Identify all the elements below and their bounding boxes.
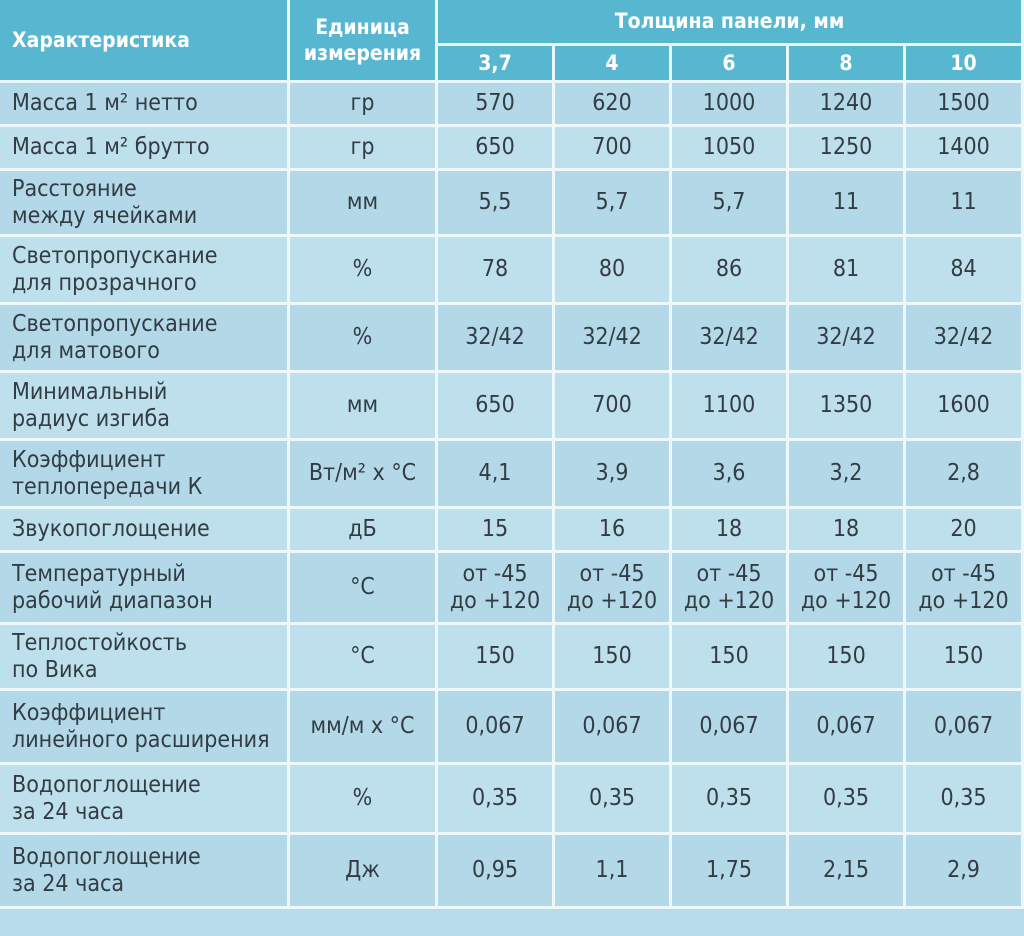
row-value-text: до +120 — [566, 587, 658, 614]
row-value — [672, 509, 789, 553]
row-label — [0, 553, 290, 625]
row-label-text: Коэффициент — [12, 700, 166, 727]
row-value-text: 1,75 — [705, 857, 753, 884]
row-label-text: Минимальный — [12, 379, 168, 406]
row-label-text: Водопоглощение — [12, 772, 201, 799]
row-unit: % — [290, 305, 438, 373]
row-value-text: 5,7 — [712, 189, 746, 216]
row-value-text: 1350 — [819, 392, 873, 419]
header-unit-line2: измерения — [303, 41, 422, 65]
header-unit-line1: Единица — [315, 14, 410, 39]
row-value-text: 0,067 — [933, 713, 994, 740]
row-label — [0, 373, 290, 441]
row-value-text: 16 — [598, 516, 626, 543]
row-value — [438, 765, 555, 835]
row-label-text: для прозрачного — [12, 269, 197, 296]
row-value-text: 150 — [475, 643, 515, 670]
row-value-text: до +120 — [800, 587, 892, 614]
row-label-text: для матового — [12, 337, 160, 364]
row-value — [906, 553, 1024, 625]
row-value — [789, 441, 906, 509]
row-value — [555, 441, 672, 509]
row-value — [906, 305, 1024, 373]
row-value-text: 700 — [592, 392, 632, 419]
row-value — [555, 625, 672, 691]
row-unit: мм — [290, 171, 438, 237]
row-value-text: 3,6 — [712, 460, 746, 487]
row-value — [672, 553, 789, 625]
row-value-text: 5,5 — [478, 189, 512, 216]
row-value-text: 15 — [481, 516, 509, 543]
table-row — [0, 553, 1024, 625]
row-value-text: 11 — [832, 189, 860, 216]
row-value — [438, 441, 555, 509]
row-value — [789, 237, 906, 305]
row-value-text: 32/42 — [465, 324, 525, 351]
row-value-text: 1600 — [937, 392, 990, 419]
row-value-text: 0,067 — [582, 713, 642, 740]
table-body — [0, 83, 1024, 909]
row-label-text: теплопередачи К — [12, 473, 203, 500]
table-row — [0, 765, 1024, 835]
header-unit — [290, 0, 438, 83]
row-label-text: линейного расширения — [12, 726, 270, 753]
row-value-text: до +120 — [449, 587, 541, 614]
row-value — [672, 305, 789, 373]
row-value-text: 11 — [950, 189, 977, 216]
table-row — [0, 373, 1024, 441]
row-label — [0, 625, 290, 691]
row-value-text: 86 — [715, 256, 743, 283]
row-value-text: 1050 — [702, 134, 756, 161]
row-value-text: 0,067 — [816, 713, 876, 740]
row-label-text: Масса 1 м² брутто — [12, 134, 210, 161]
row-value-text: 81 — [832, 256, 860, 283]
row-value-text: 0,067 — [699, 713, 759, 740]
row-label-text: Расстояние — [12, 176, 137, 203]
row-value — [672, 127, 789, 171]
row-value — [789, 127, 906, 171]
row-value — [789, 835, 906, 909]
row-value — [438, 305, 555, 373]
row-unit: гр — [290, 127, 438, 171]
row-value — [438, 509, 555, 553]
row-label-text: радиус изгиба — [12, 405, 170, 432]
row-label — [0, 765, 290, 835]
row-value-text: 1,1 — [595, 857, 629, 884]
row-value-text: 18 — [832, 516, 860, 543]
header-characteristic: Характеристика — [0, 0, 290, 83]
row-value — [906, 441, 1024, 509]
row-label-text: между ячейками — [12, 202, 198, 229]
table-row — [0, 691, 1024, 765]
row-value — [555, 691, 672, 765]
row-value — [555, 305, 672, 373]
row-value — [672, 171, 789, 237]
row-value-text: 80 — [598, 256, 626, 283]
row-value — [906, 691, 1024, 765]
row-value-text: 0,35 — [705, 785, 753, 812]
row-value — [555, 835, 672, 909]
row-value — [555, 171, 672, 237]
row-value — [906, 509, 1024, 553]
row-label-text: Теплостойкость — [12, 630, 188, 657]
row-value — [672, 237, 789, 305]
row-value — [555, 127, 672, 171]
row-value-text: 0,067 — [465, 713, 525, 740]
row-value — [789, 305, 906, 373]
row-value-text: 5,7 — [595, 189, 629, 216]
row-value-text: 0,35 — [940, 785, 987, 812]
row-value — [789, 553, 906, 625]
row-value — [906, 127, 1024, 171]
row-unit: °С — [290, 625, 438, 691]
row-value — [789, 171, 906, 237]
row-value-text: 0,95 — [471, 857, 519, 884]
row-value — [438, 237, 555, 305]
table-row — [0, 237, 1024, 305]
row-value-text: 2,9 — [947, 857, 980, 884]
row-label — [0, 305, 290, 373]
row-value-text: 1240 — [819, 90, 873, 117]
row-value-text: 32/42 — [582, 324, 642, 351]
row-label — [0, 83, 290, 127]
row-label — [0, 835, 290, 909]
row-value — [672, 625, 789, 691]
row-value — [789, 373, 906, 441]
header-size: 6 — [672, 46, 789, 83]
row-value — [555, 765, 672, 835]
row-value — [789, 625, 906, 691]
row-value — [906, 835, 1024, 909]
row-unit: °С — [290, 553, 438, 625]
row-value-text: от -45 — [462, 561, 528, 588]
row-value — [789, 509, 906, 553]
row-value — [438, 373, 555, 441]
row-value-text: 150 — [709, 643, 749, 670]
row-value-text: до +120 — [683, 587, 775, 614]
row-value — [438, 553, 555, 625]
row-unit: % — [290, 237, 438, 305]
row-value — [438, 83, 555, 127]
row-value-text: 1000 — [702, 90, 756, 117]
row-value — [789, 83, 906, 127]
row-label — [0, 691, 290, 765]
table-row — [0, 441, 1024, 509]
row-value — [555, 553, 672, 625]
row-label-text: рабочий диапазон — [12, 587, 213, 614]
header-thickness: Толщина панели, мм — [438, 0, 1024, 46]
row-value — [438, 691, 555, 765]
row-unit: % — [290, 765, 438, 835]
row-unit: мм — [290, 373, 438, 441]
row-value — [672, 765, 789, 835]
row-value-text: 700 — [592, 134, 632, 161]
row-value — [906, 237, 1024, 305]
row-value — [555, 237, 672, 305]
row-value-text: до +120 — [918, 587, 1009, 614]
row-value-text: 0,35 — [471, 785, 519, 812]
table-row — [0, 305, 1024, 373]
row-label — [0, 127, 290, 171]
row-value — [906, 373, 1024, 441]
table-row — [0, 835, 1024, 909]
row-value-text: 150 — [826, 643, 866, 670]
row-value — [789, 765, 906, 835]
row-label — [0, 171, 290, 237]
row-value-text: 1400 — [937, 134, 990, 161]
row-label-text: Светопропускание — [12, 311, 218, 338]
row-label-text: Температурный — [12, 561, 186, 588]
row-unit: мм/м х °С — [290, 691, 438, 765]
row-label-text: Светопропускание — [12, 243, 218, 270]
table-row — [0, 83, 1024, 127]
row-value-text: 2,8 — [947, 460, 980, 487]
header-size: 4 — [555, 46, 672, 83]
row-value — [906, 765, 1024, 835]
row-value — [555, 509, 672, 553]
row-value-text: от -45 — [930, 561, 997, 588]
row-value — [555, 373, 672, 441]
row-unit: Дж — [290, 835, 438, 909]
row-unit: Вт/м² х °С — [290, 441, 438, 509]
row-label — [0, 237, 290, 305]
row-value — [672, 83, 789, 127]
row-value-text: 650 — [475, 134, 515, 161]
row-value-text: 1100 — [702, 392, 756, 419]
row-label-text: Водопоглощение — [12, 844, 201, 871]
row-value-text: 1250 — [819, 134, 873, 161]
row-value-text: 1500 — [937, 90, 990, 117]
header-size: 10 — [906, 46, 1024, 83]
row-value-text: от -45 — [813, 561, 879, 588]
row-label-text: за 24 часа — [12, 798, 125, 825]
row-value — [438, 127, 555, 171]
row-value-text: 0,35 — [822, 785, 870, 812]
row-label-text: по Вика — [12, 656, 98, 683]
row-value-text: 150 — [592, 643, 632, 670]
row-unit: дБ — [290, 509, 438, 553]
row-value-text: 650 — [475, 392, 515, 419]
row-value-text: 20 — [950, 516, 977, 543]
row-value — [672, 691, 789, 765]
table-header — [0, 0, 1024, 83]
row-value-text: 32/42 — [699, 324, 759, 351]
table-row — [0, 171, 1024, 237]
row-value — [672, 835, 789, 909]
row-value — [438, 171, 555, 237]
row-value-text: 570 — [475, 90, 515, 117]
table-row — [0, 509, 1024, 553]
row-value-text: 2,15 — [822, 857, 870, 884]
row-value-text: 3,2 — [829, 460, 863, 487]
row-value — [906, 83, 1024, 127]
row-value — [672, 373, 789, 441]
row-value-text: 3,9 — [595, 460, 629, 487]
row-unit: гр — [290, 83, 438, 127]
row-value-text: от -45 — [579, 561, 645, 588]
row-value-text: 0,35 — [588, 785, 636, 812]
row-value-text: от -45 — [696, 561, 762, 588]
row-label — [0, 441, 290, 509]
row-value — [438, 625, 555, 691]
row-value — [672, 441, 789, 509]
row-label-text: за 24 часа — [12, 870, 125, 897]
row-label-text: Звукопоглощение — [12, 516, 210, 543]
row-value-text: 32/42 — [933, 324, 994, 351]
row-label-text: Коэффициент — [12, 447, 166, 474]
row-value-text: 32/42 — [816, 324, 876, 351]
row-value-text: 78 — [481, 256, 509, 283]
row-value-text: 84 — [950, 256, 977, 283]
row-value — [555, 83, 672, 127]
row-value-text: 150 — [943, 643, 984, 670]
row-value — [906, 625, 1024, 691]
header-size: 8 — [789, 46, 906, 83]
row-value-text: 18 — [715, 516, 743, 543]
row-value — [789, 691, 906, 765]
table-row — [0, 625, 1024, 691]
row-label — [0, 509, 290, 553]
row-value-text: 4,1 — [478, 460, 512, 487]
row-value-text: 620 — [592, 90, 632, 117]
row-label-text: Масса 1 м² нетто — [12, 90, 198, 117]
table-row — [0, 127, 1024, 171]
header-size: 3,7 — [438, 46, 555, 83]
row-value — [906, 171, 1024, 237]
row-value — [438, 835, 555, 909]
